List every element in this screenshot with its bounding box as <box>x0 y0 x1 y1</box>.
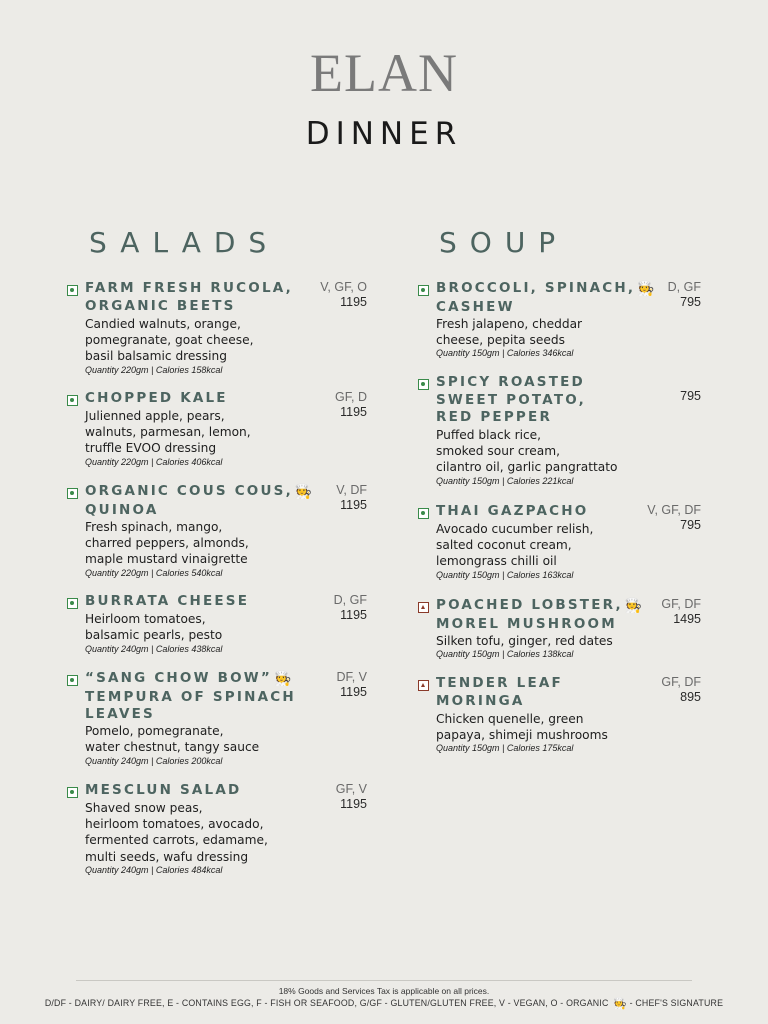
legend-chef-text: - CHEF'S SIGNATURE <box>629 998 724 1008</box>
item-price: 1195 <box>340 295 367 309</box>
item-dietary-tags: GF, DF <box>661 675 701 689</box>
item-price: 895 <box>680 690 701 704</box>
item-dietary-tags: GF, DF <box>661 597 701 611</box>
veg-icon <box>67 488 78 499</box>
item-description-line: maple mustard vinaigrette <box>85 551 248 566</box>
item-description-line: water chestnut, tangy sauce <box>85 740 260 755</box>
item-name-line <box>85 706 296 724</box>
veg-icon <box>418 285 429 296</box>
item-description-line: balsamic pearls, pesto <box>85 628 223 643</box>
veg-icon <box>67 675 78 686</box>
non-veg-icon <box>418 602 429 613</box>
item-description-line: Chicken quenelle, green <box>436 711 584 726</box>
section-title-salads: SALADS <box>89 226 280 259</box>
item-description-line: charred peppers, almonds, <box>85 535 249 550</box>
dietary-legend <box>0 997 768 1010</box>
item-description-line: Fresh spinach, mango, <box>85 519 223 534</box>
item-name-text: FARM FRESH RUCOLA, <box>85 280 293 296</box>
item-name-line <box>436 392 586 410</box>
legend-text: D/DF - DAIRY/ DAIRY FREE, E - CONTAINS EGG, F - FISH OR SEAFOOD, G/GF - GLUTEN/GLUTEN FREE, V - VEGAN, O - ORGANIC <box>44 998 609 1008</box>
item-description-line: smoked sour cream, <box>436 444 560 459</box>
item-name-text: MOREL MUSHROOM <box>436 615 617 632</box>
item-name-text: CASHEW <box>436 298 515 315</box>
item-description <box>436 521 593 570</box>
non-veg-icon <box>418 680 429 691</box>
item-name-line <box>85 502 312 520</box>
menu-title: DINNER <box>305 116 463 152</box>
item-description-line: fermented carrots, edamame, <box>85 833 268 848</box>
item-name-text: MESCLUN SALAD <box>85 782 242 798</box>
item-name <box>436 374 586 427</box>
item-quantity-calories: Quantity 240gm | Calories 438kcal <box>85 643 223 654</box>
item-dietary-tags: V, DF <box>336 483 367 497</box>
item-name-line <box>436 675 563 693</box>
item-name-text: BURRATA CHEESE <box>85 593 250 609</box>
item-name-line <box>85 298 293 316</box>
item-name <box>436 503 588 521</box>
chef-hat-icon: 🧑‍🍳 <box>273 671 292 687</box>
item-price: 795 <box>680 295 701 309</box>
veg-icon <box>67 598 78 609</box>
item-description <box>436 633 613 649</box>
item-price: 1495 <box>673 612 701 626</box>
item-description-line: cilantro oil, garlic pangrattato <box>436 460 618 475</box>
item-price: 795 <box>680 518 701 532</box>
item-description <box>85 316 253 365</box>
veg-icon <box>418 379 429 390</box>
item-price: 795 <box>680 389 701 403</box>
item-quantity-calories: Quantity 150gm | Calories 221kcal <box>436 476 574 487</box>
item-name-line <box>85 689 296 707</box>
veg-icon <box>67 285 78 296</box>
item-name <box>85 782 241 800</box>
item-name-text: SPICY ROASTED <box>436 374 585 390</box>
veg-icon <box>67 787 78 798</box>
item-quantity-calories: Quantity 150gm | Calories 346kcal <box>436 348 574 359</box>
item-description <box>85 800 268 865</box>
item-name <box>85 593 249 611</box>
item-description-line: Silken tofu, ginger, red dates <box>436 633 613 648</box>
tax-note: 18% Goods and Services Tax is applicable on all prices. <box>278 986 490 996</box>
item-description-line: Fresh jalapeno, cheddar <box>436 316 583 331</box>
item-description <box>436 316 582 348</box>
veg-icon <box>418 508 429 519</box>
item-quantity-calories: Quantity 150gm | Calories 175kcal <box>436 743 574 754</box>
item-name-text: BROCCOLI, SPINACH, <box>436 280 636 296</box>
item-name-text: QUINOA <box>85 501 159 518</box>
item-name-text: ORGANIC BEETS <box>85 297 236 314</box>
item-dietary-tags: V, GF, O <box>320 280 367 294</box>
item-price: 1195 <box>340 405 367 419</box>
item-dietary-tags: V, GF, DF <box>647 503 701 517</box>
item-description-line: Puffed black rice, <box>436 428 542 442</box>
item-name-text: MORINGA <box>436 692 525 709</box>
item-description-line: Julienned apple, pears, <box>85 409 225 423</box>
item-description <box>85 519 249 568</box>
item-quantity-calories: Quantity 220gm | Calories 158kcal <box>85 364 223 375</box>
item-quantity-calories: Quantity 220gm | Calories 540kcal <box>85 567 223 578</box>
item-description <box>85 408 251 457</box>
item-price: 1195 <box>340 498 367 512</box>
item-name-text: RED PEPPER <box>436 409 553 425</box>
item-dietary-tags: D, GF <box>333 593 367 607</box>
item-description-line: truffle EVOO dressing <box>85 441 217 456</box>
item-price: 1195 <box>340 685 367 699</box>
chef-hat-icon: 🧑‍🍳 <box>294 484 313 500</box>
item-name-line <box>85 782 241 800</box>
item-description-line: Avocado cucumber relish, <box>436 522 594 536</box>
item-description-line: pomegranate, goat cheese, <box>85 332 254 347</box>
item-dietary-tags: GF, D <box>335 390 367 404</box>
footer-divider <box>76 980 692 981</box>
item-description <box>85 611 222 643</box>
item-name-text: SWEET POTATO, <box>436 391 587 408</box>
item-name <box>436 675 563 710</box>
item-price: 1195 <box>340 797 367 811</box>
item-description-line: multi seeds, wafu dressing <box>85 849 249 864</box>
item-name-text: CHOPPED KALE <box>85 390 228 406</box>
item-description <box>85 723 259 755</box>
item-name-text: ORGANIC COUS COUS, <box>85 483 293 499</box>
item-dietary-tags: D, GF <box>667 280 701 294</box>
item-price: 1195 <box>340 608 367 622</box>
item-description <box>436 427 617 476</box>
item-name <box>85 390 228 408</box>
item-name-line <box>436 409 586 427</box>
item-quantity-calories: Quantity 240gm | Calories 484kcal <box>85 865 223 876</box>
item-name-line <box>85 593 249 611</box>
chef-hat-icon: 🧑‍🍳 <box>624 598 643 614</box>
item-name-text: TEMPURA OF SPINACH <box>85 688 296 705</box>
item-quantity-calories: Quantity 220gm | Calories 406kcal <box>85 457 223 468</box>
item-description-line: cheese, pepita seeds <box>436 332 565 347</box>
item-name-line <box>436 503 588 521</box>
item-name-text: “SANG CHOW BOW” <box>85 670 272 686</box>
chef-hat-icon: 🧑‍🍳 <box>613 998 627 1010</box>
item-name-line <box>85 390 228 408</box>
item-dietary-tags: GF, V <box>335 782 367 796</box>
item-description-line: lemongrass chilli oil <box>436 554 557 569</box>
item-dietary-tags: DF, V <box>336 670 367 684</box>
item-description <box>436 711 608 743</box>
item-description-line: Shaved snow peas, <box>85 801 203 815</box>
item-description-line: salted coconut cream, <box>436 538 572 553</box>
item-name-text: POACHED LOBSTER, <box>436 597 623 613</box>
item-description-line: walnuts, parmesan, lemon, <box>85 425 251 440</box>
item-description-line: Pomelo, pomegranate, <box>85 724 224 738</box>
item-quantity-calories: Quantity 150gm | Calories 163kcal <box>436 570 574 581</box>
item-name-line <box>436 616 642 634</box>
item-name-line <box>436 693 563 711</box>
item-name-line <box>436 374 586 392</box>
item-description-line: Heirloom tomatoes, <box>85 612 206 626</box>
item-name-text: TENDER LEAF <box>436 675 563 691</box>
item-quantity-calories: Quantity 240gm | Calories 200kcal <box>85 755 223 766</box>
item-description-line: heirloom tomatoes, avocado, <box>85 817 264 832</box>
veg-icon <box>67 395 78 406</box>
item-quantity-calories: Quantity 150gm | Calories 138kcal <box>436 649 574 660</box>
chef-hat-icon: 🧑‍🍳 <box>637 281 655 297</box>
brand-logo: ELAN <box>310 43 458 103</box>
item-name-text: LEAVES <box>85 706 155 722</box>
item-description-line: basil balsamic dressing <box>85 348 227 363</box>
item-description-line: papaya, shimeji mushrooms <box>436 727 608 742</box>
item-description-line: Candied walnuts, orange, <box>85 316 241 331</box>
section-title-soup: SOUP <box>439 226 569 259</box>
item-name-text: THAI GAZPACHO <box>436 503 589 519</box>
